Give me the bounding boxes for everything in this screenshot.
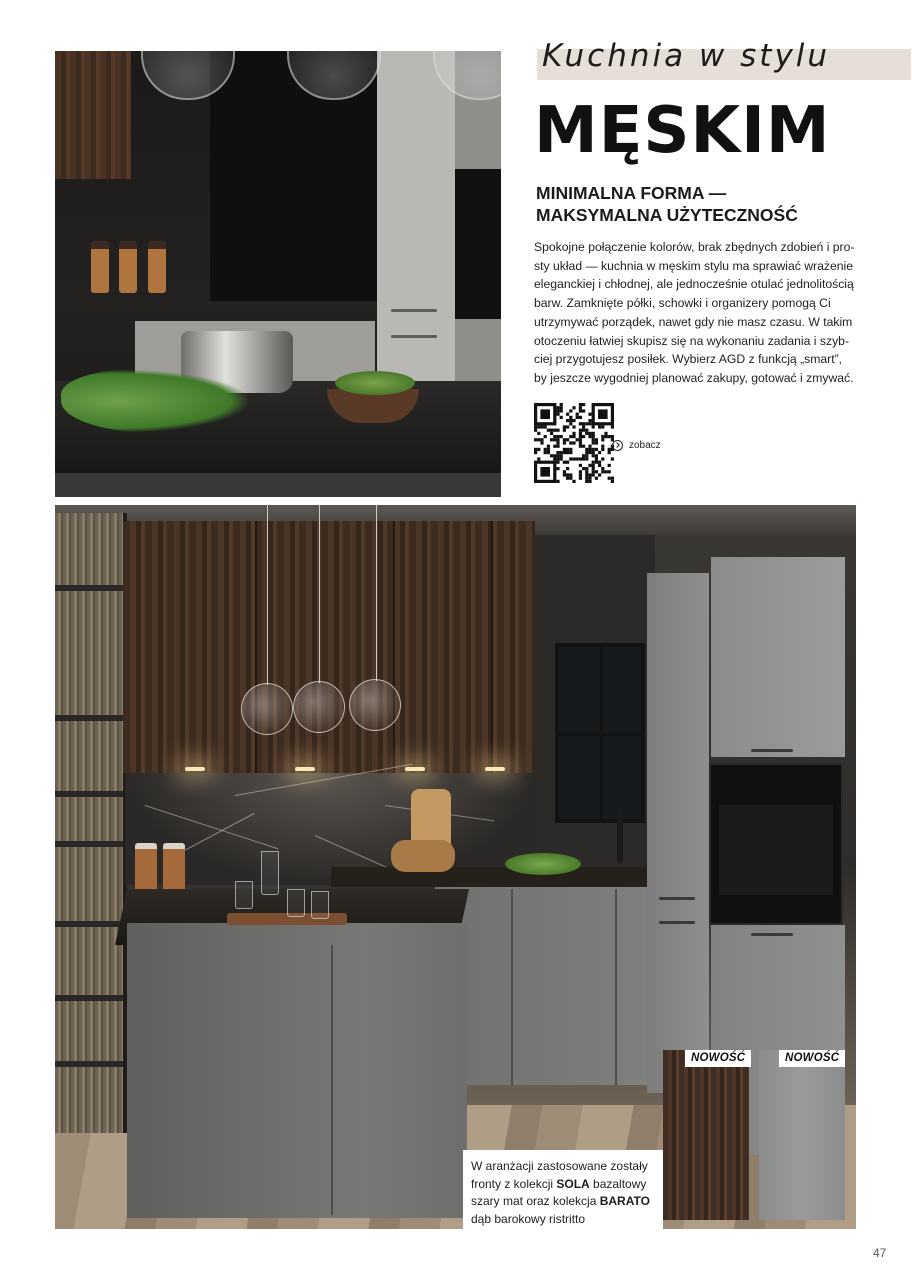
body-line: barw. Zamknięte półki, schowki i organizery pomogą Ci [534,296,831,311]
subheading-line: MAKSYMALNA UŻYTECZNOŚĆ [536,205,798,225]
see-link-label: zobacz [629,440,661,451]
wood-swatch [663,1050,749,1220]
qr-code[interactable] [534,403,614,483]
body-line: otoczeniu łatwiej skupisz się na wykonaniu zadania i szyb- [534,333,850,348]
arrangement-caption [463,1150,663,1229]
kicker-text: Kuchnia w stylu [542,38,831,74]
caption-line: szary mat oraz kolekcja BARATO [471,1194,650,1208]
caption-line: dąb barokowy ristritto [471,1211,586,1226]
grey-swatch [759,1050,845,1220]
page-number: 47 [873,1246,887,1260]
body-line: by jeszcze wygodniej planować zakupy, gotować i zmywać. [534,370,854,385]
body-line: ciej przygotujesz posiłek. Wybierz AGD z funkcją „smart”, [534,352,843,367]
new-badge: NOWOŚĆ [779,1050,845,1067]
subheading [536,182,866,226]
subheading-line: MINIMALNA FORMA — [536,183,727,203]
see-link[interactable] [612,440,661,451]
body-paragraph [534,238,854,388]
chevron-right-circle-icon [612,440,623,451]
caption-line: fronty z kolekcji SOLA bazaltowy [471,1176,647,1191]
headline: MĘSKIM [534,94,831,168]
body-line: sty układ — kuchnia w męskim stylu ma sprawiać wrażenie [534,258,854,273]
body-line: eleganckiej i chłodnej, ale jednocześnie otulać jednolitością [534,277,854,292]
caption-line: W aranżacji zastosowane zostały [471,1159,648,1173]
top-kitchen-photo [55,51,501,497]
body-line: Spokojne połączenie kolorów, brak zbędnych zdobień i pro- [534,240,855,254]
new-badge: NOWOŚĆ [685,1050,751,1067]
body-line: utrzymywać porządek, nawet gdy nie masz czasu. W takim [534,314,853,329]
